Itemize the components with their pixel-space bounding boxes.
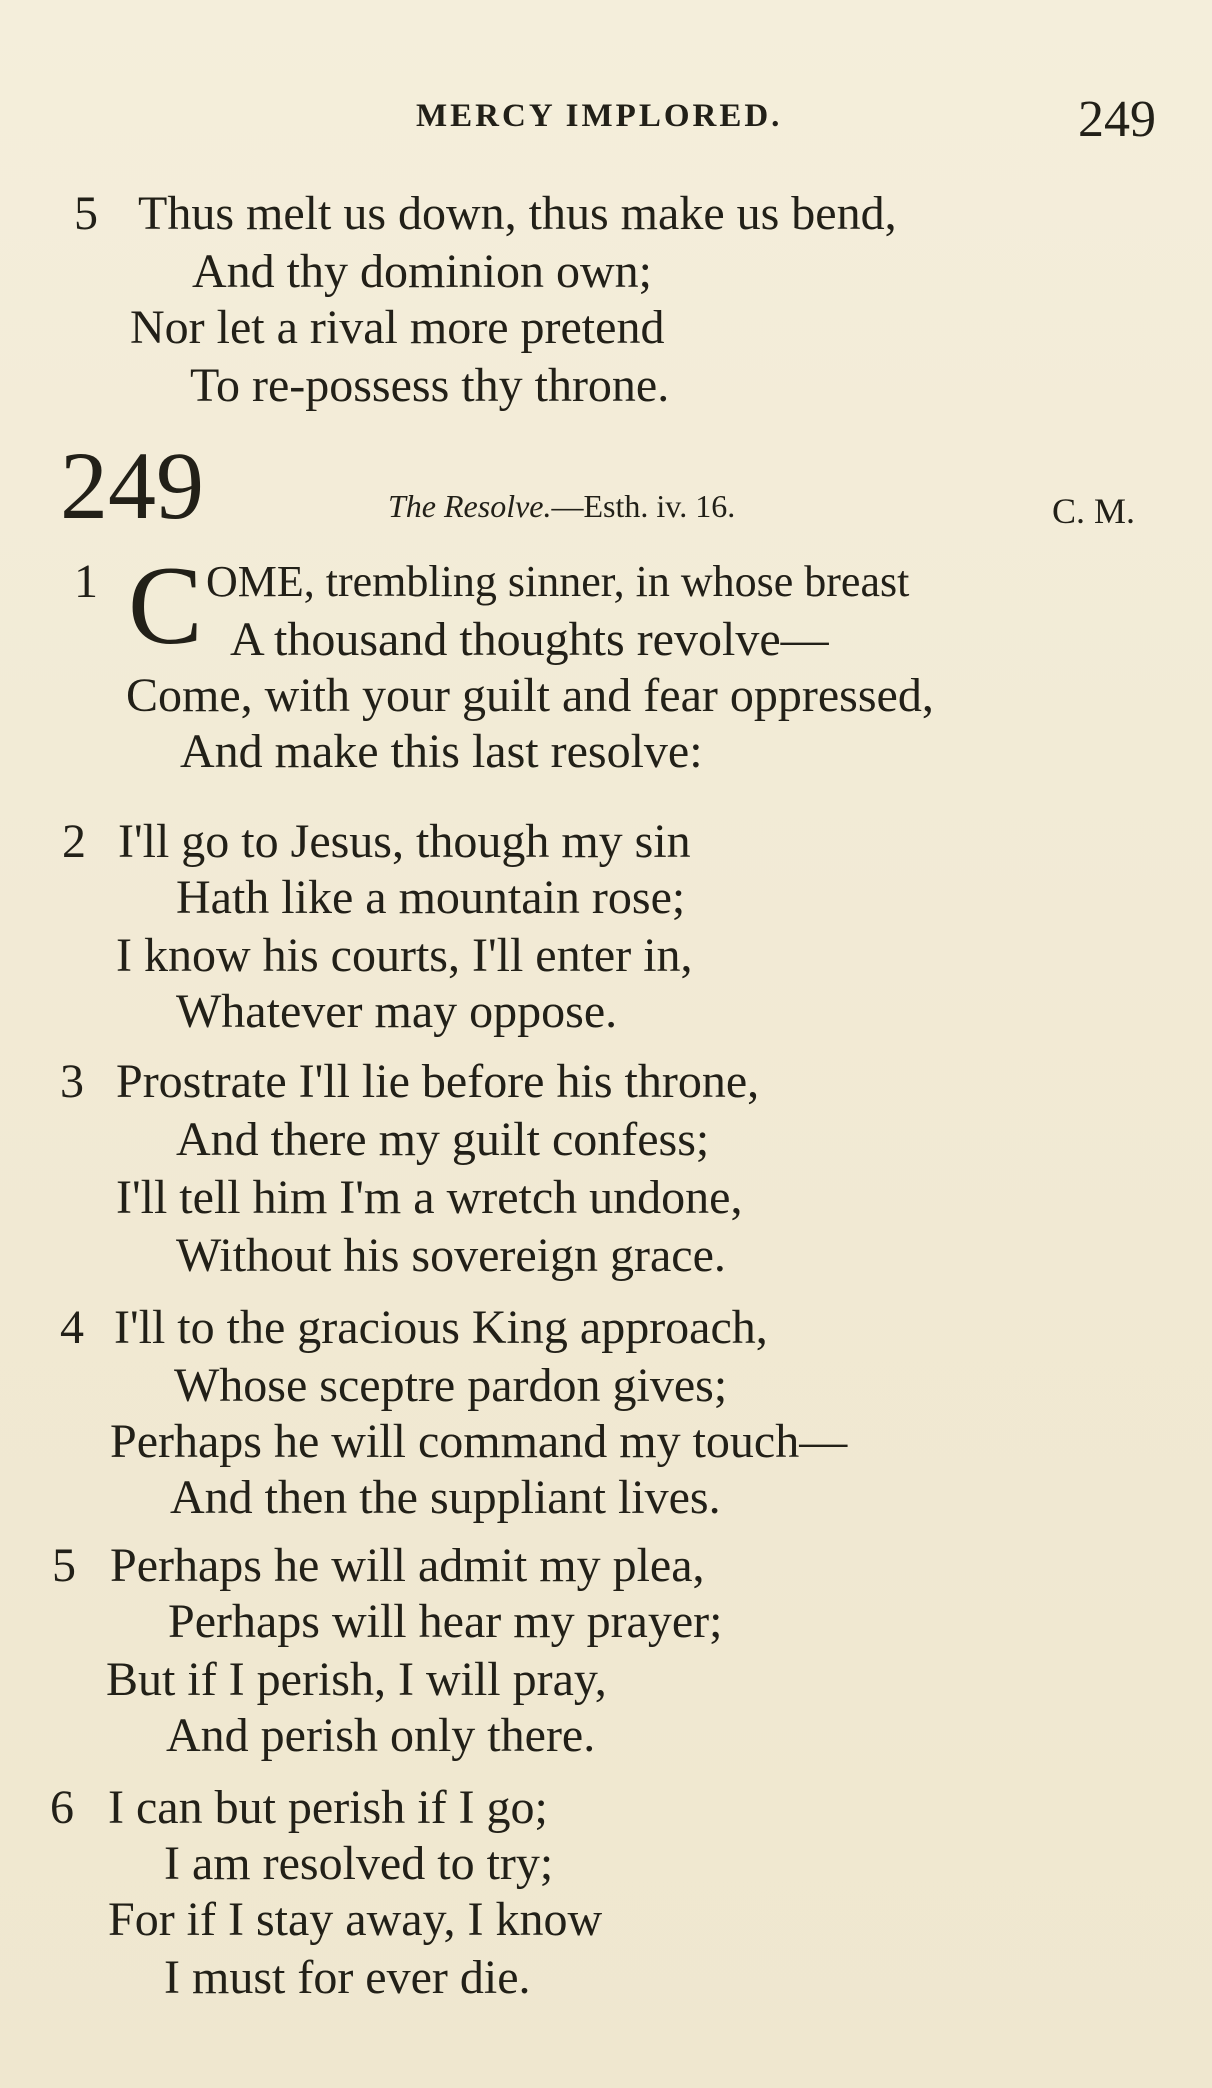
hymn-title: The Resolve.: [388, 488, 552, 524]
verse-line: But if I perish, I will pray,: [106, 1653, 607, 1706]
verse-line: A thousand thoughts revolve—: [230, 613, 829, 666]
verse-line: And thy dominion own;: [192, 245, 653, 298]
verse-line: And perish only there.: [166, 1709, 596, 1762]
verse-line: For if I stay away, I know: [108, 1893, 603, 1946]
verse-line: To re-possess thy throne.: [190, 359, 670, 412]
verse-line: And there my guilt confess;: [176, 1113, 710, 1166]
verse-line: Thus melt us down, thus make us bend,: [138, 187, 897, 240]
scripture-reference: —Esth. iv. 16.: [551, 488, 736, 524]
verse-line: Perhaps will hear my prayer;: [168, 1595, 723, 1648]
verse-line: I'll to the gracious King approach,: [114, 1301, 768, 1354]
hymn-number: 249: [60, 432, 204, 539]
verse-line: And then the suppliant lives.: [170, 1471, 721, 1524]
stanza-number: 6: [50, 1781, 74, 1834]
stanza-number: 5: [52, 1539, 76, 1592]
drop-cap: C: [128, 544, 203, 668]
verse-line: And make this last resolve:: [180, 725, 703, 778]
verse-line: I know his courts, I'll enter in,: [116, 929, 693, 982]
stanza-number: 3: [60, 1055, 84, 1108]
verse-line: I am resolved to try;: [164, 1837, 554, 1890]
stanza-number: 1: [74, 555, 98, 608]
verse-line: Without his sovereign grace.: [176, 1229, 726, 1282]
verse-line: OME, trembling sinner, in whose breast: [206, 557, 910, 606]
stanza-number: 4: [60, 1301, 84, 1354]
verse-line: Nor let a rival more pretend: [130, 301, 665, 354]
verse-line: Perhaps he will admit my plea,: [110, 1539, 705, 1592]
running-title: MERCY IMPLORED.: [416, 98, 783, 134]
verse-line: Perhaps he will command my touch—: [110, 1415, 848, 1468]
hymn-title-line: [388, 488, 735, 525]
verse-line: I must for ever die.: [164, 1951, 531, 2004]
verse-line: I can but perish if I go;: [108, 1781, 548, 1834]
verse-line: I'll go to Jesus, though my sin: [118, 815, 691, 868]
page-number: 249: [1078, 91, 1156, 148]
verse-line: Hath like a mountain rose;: [176, 871, 686, 924]
verse-line: Prostrate I'll lie before his throne,: [116, 1055, 760, 1108]
hymn-meter: C. M.: [1052, 491, 1136, 531]
verse-line: Whatever may oppose.: [176, 985, 618, 1038]
stanza-number: 5: [74, 187, 98, 240]
verse-line: Whose sceptre pardon gives;: [174, 1359, 728, 1412]
verse-line: I'll tell him I'm a wretch undone,: [116, 1171, 743, 1224]
verse-line: Come, with your guilt and fear oppressed,: [126, 669, 934, 722]
stanza-number: 2: [62, 815, 86, 868]
